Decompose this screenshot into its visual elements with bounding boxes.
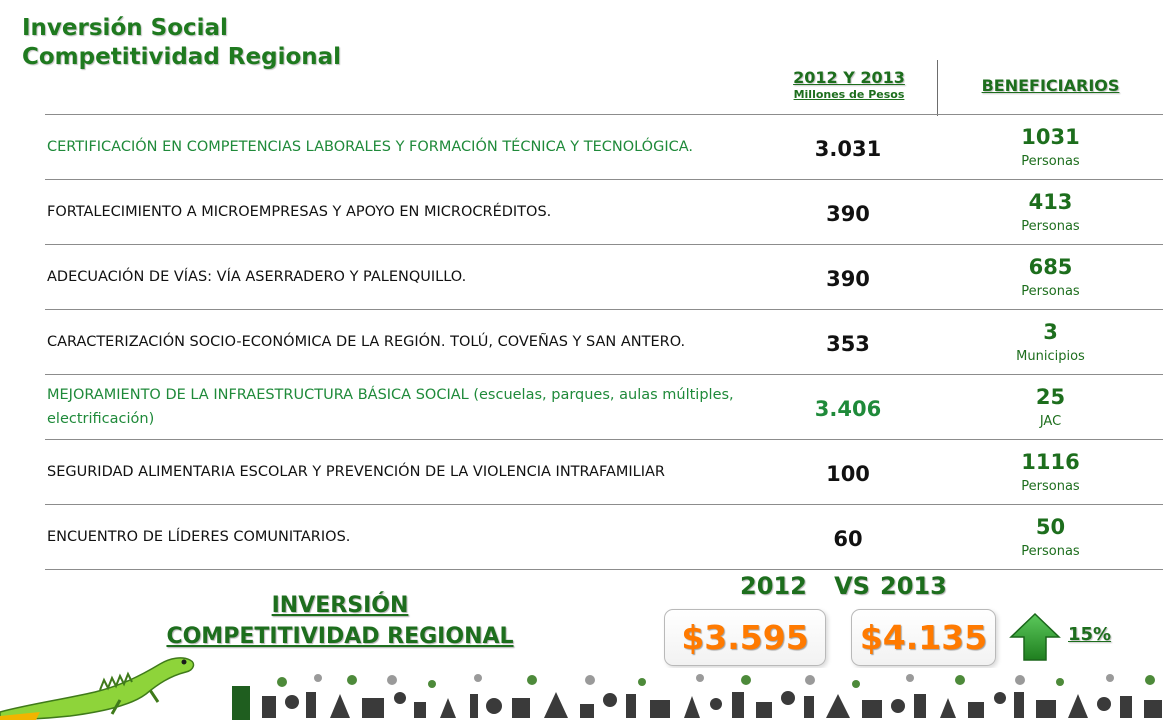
beneficiaries-count: 3	[1043, 320, 1058, 344]
beneficiaries-count: 50	[1035, 515, 1066, 539]
row-amount: 390	[826, 202, 870, 226]
summary-title-line1: INVERSIÓN	[271, 593, 409, 618]
beneficiaries-count: 1116	[1021, 450, 1080, 474]
beneficiaries-count: 25	[1035, 385, 1066, 409]
row-description: FORTALECIMIENTO A MICROEMPRESAS Y APOYO EN MICROCRÉDITOS.	[47, 204, 552, 220]
summary-title-line2: COMPETITIVIDAD REGIONAL	[166, 624, 514, 649]
page-title	[22, 14, 341, 72]
year-comparison	[740, 572, 947, 600]
beneficiaries-column-title: BENEFICIARIOS	[981, 76, 1120, 95]
table-row	[45, 505, 1163, 570]
beneficiaries-unit: Municipios	[1016, 349, 1085, 364]
investment-table	[45, 114, 1163, 570]
row-amount: 3.406	[814, 397, 882, 421]
value-2012-box: $3.595	[664, 609, 826, 666]
row-amount: 100	[826, 462, 870, 486]
beneficiaries-unit: Personas	[1021, 479, 1080, 494]
row-description: ENCUENTRO DE LÍDERES COMUNITARIOS.	[47, 529, 351, 545]
beneficiaries-count: 1031	[1021, 125, 1080, 149]
table-row	[45, 245, 1163, 310]
row-beneficiaries	[938, 440, 1163, 505]
row-beneficiaries	[938, 310, 1163, 375]
value-2013-box: $4.135	[851, 609, 996, 666]
vs-label: VS	[834, 572, 870, 600]
iguana-illustration	[0, 640, 250, 720]
row-amount: 353	[826, 332, 870, 356]
beneficiaries-unit: Personas	[1021, 154, 1080, 169]
beneficiaries-column-header	[938, 76, 1163, 95]
year-2012-label: 2012	[740, 572, 807, 600]
beneficiaries-count: 413	[1028, 190, 1073, 214]
row-beneficiaries	[938, 375, 1163, 440]
row-beneficiaries	[938, 505, 1163, 570]
year-2013-label: 2013	[880, 572, 947, 600]
beneficiaries-unit: JAC	[1039, 414, 1062, 429]
up-arrow-icon	[1009, 612, 1061, 662]
table-row	[45, 180, 1163, 245]
row-description: CARACTERIZACIÓN SOCIO-ECONÓMICA DE LA REGIÓN. TOLÚ, COVEÑAS Y SAN ANTERO.	[47, 334, 686, 350]
table-row	[45, 115, 1163, 180]
beneficiaries-unit: Personas	[1021, 544, 1080, 559]
row-description: SEGURIDAD ALIMENTARIA ESCOLAR Y PREVENCIÓN DE LA VIOLENCIA INTRAFAMILIAR	[47, 464, 666, 480]
row-beneficiaries	[938, 180, 1163, 245]
amount-column-header	[760, 68, 938, 101]
beneficiaries-unit: Personas	[1021, 284, 1080, 299]
row-description: MEJORAMIENTO DE LA INFRAESTRUCTURA BÁSICA SOCIAL (escuelas, parques, aulas múltiples, electrificación)	[47, 387, 734, 427]
page-title-line2: Competitividad Regional	[22, 44, 342, 70]
row-beneficiaries	[938, 245, 1163, 310]
table-row	[45, 440, 1163, 505]
row-amount: 3.031	[814, 137, 882, 161]
row-amount: 60	[833, 527, 863, 551]
row-beneficiaries	[938, 115, 1163, 180]
row-amount: 390	[826, 267, 870, 291]
page-title-line1: Inversión Social	[22, 15, 228, 41]
table-row	[45, 375, 1163, 440]
beneficiaries-unit: Personas	[1021, 219, 1080, 234]
beneficiaries-count: 685	[1028, 255, 1073, 279]
table-row	[45, 310, 1163, 375]
row-description: CERTIFICACIÓN EN COMPETENCIAS LABORALES Y FORMACIÓN TÉCNICA Y TECNOLÓGICA.	[47, 139, 693, 155]
amount-column-title: 2012 Y 2013	[793, 68, 905, 87]
growth-percentage: 15%	[1068, 624, 1112, 645]
row-description: ADECUACIÓN DE VÍAS: VÍA ASERRADERO Y PALENQUILLO.	[47, 269, 467, 285]
amount-column-subtitle: Millones de Pesos	[793, 88, 905, 101]
